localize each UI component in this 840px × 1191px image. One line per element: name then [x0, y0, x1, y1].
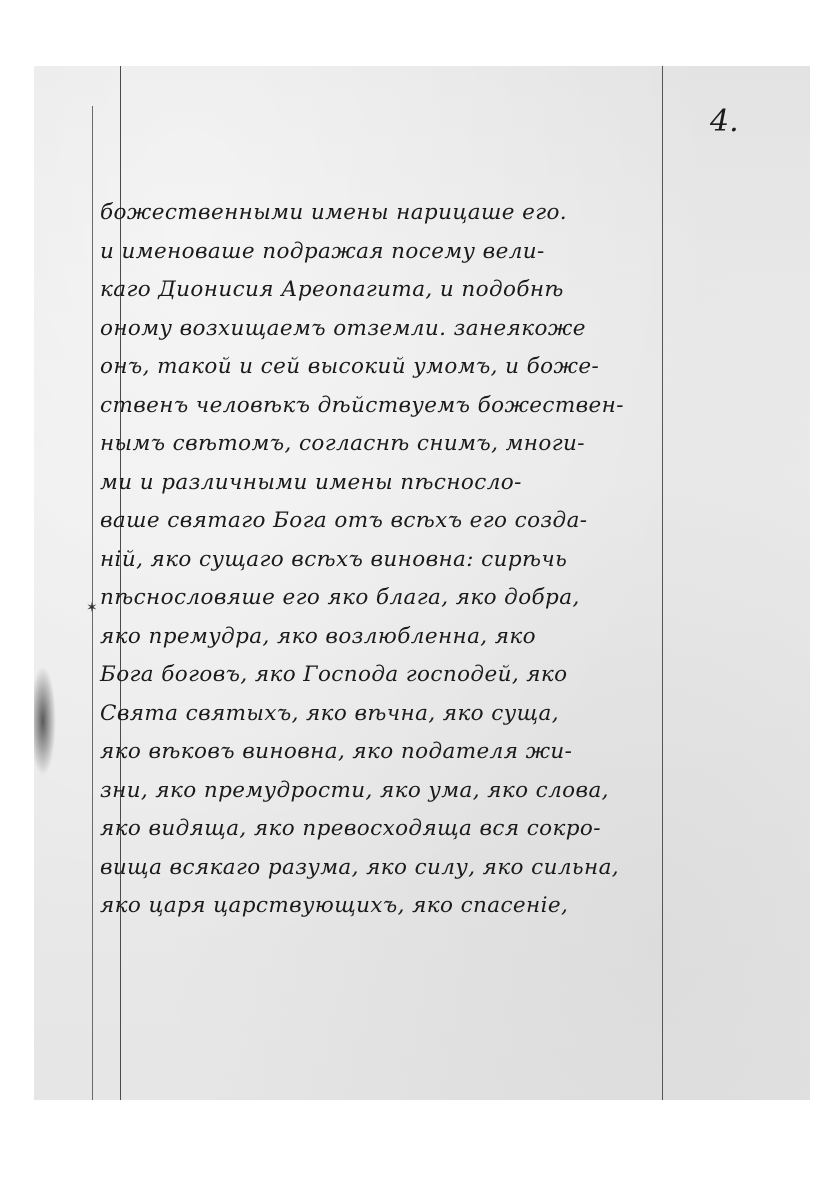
text-line: и именоваше подражая посему вели- — [100, 238, 545, 264]
text-line: Бога боговъ, яко Господа господей, яко — [100, 662, 568, 687]
manuscript-text — [100, 194, 720, 926]
text-line: ственъ человѣкъ дѣйствуемъ божествен- — [100, 392, 624, 418]
text-line: ваше святаго Бога отъ всѣхъ его созда- — [100, 508, 588, 533]
text-line: вища всякаго разума, яко силу, яко сильна, — [100, 854, 620, 880]
text-line: каго Дионисия Ареопагита, и подобнѣ — [100, 277, 564, 302]
text-line: божественными имены нарицаше его. — [100, 200, 568, 225]
text-line: яко царя царствующихъ, яко спасенiе, — [100, 893, 569, 918]
manuscript-scan — [34, 66, 810, 1100]
text-line: зни, яко премудрости, яко ума, яко слова, — [100, 777, 609, 803]
text-line: онъ, такой и сей высокий умомъ, и боже- — [100, 354, 600, 379]
text-line: нымъ свѣтомъ, согласнѣ снимъ, многи- — [100, 431, 585, 456]
text-line: яко премудра, яко возлюбленна, яко — [100, 623, 536, 649]
text-line: Свята святыхъ, яко вѣчна, яко суща, — [100, 700, 559, 726]
text-line: пѣснословяше его яко блага, яко добра, — [100, 585, 580, 610]
margin-mark: ✶ — [86, 600, 98, 616]
ink-blot — [34, 666, 56, 776]
text-line: ми и различными имены пѣснослo- — [100, 469, 522, 495]
folio-number: 4. — [710, 104, 739, 139]
text-line: нiй, яко сущаго всѣхъ виновна: сирѣчь — [100, 546, 568, 572]
text-line: яко вѣковъ виновна, яко подателя жи- — [100, 739, 573, 764]
text-line: оному возхищаемъ отземли. занеякоже — [100, 315, 586, 341]
text-line: яко видяща, яко превосходяща вся сокро- — [100, 816, 601, 841]
